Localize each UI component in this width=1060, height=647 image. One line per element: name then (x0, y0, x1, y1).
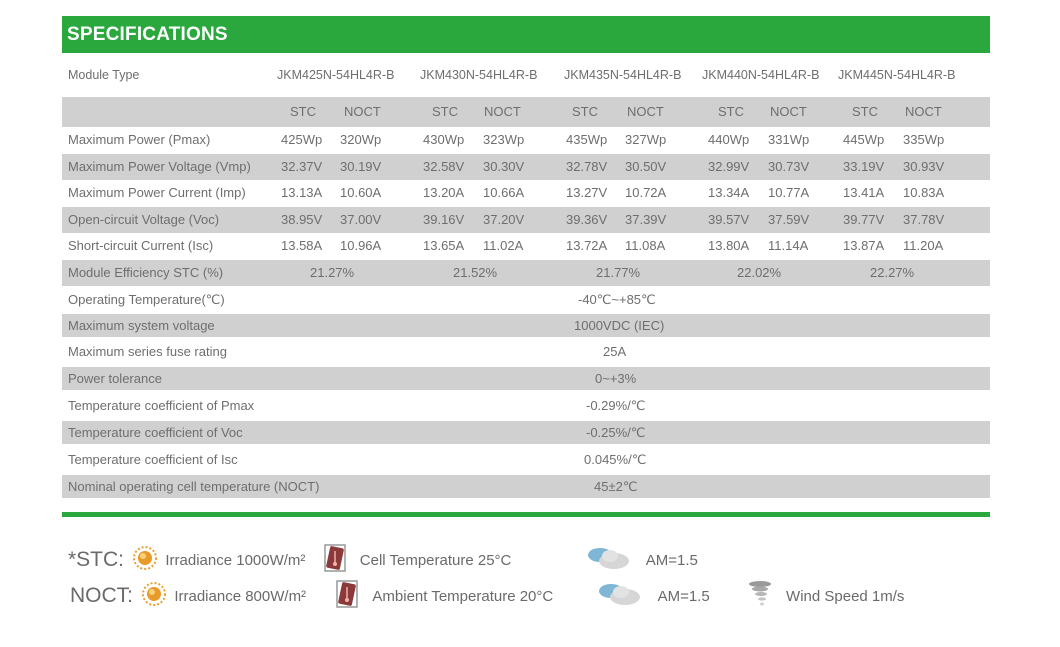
value-cell: 13.34A (708, 185, 750, 200)
temp-coeff-pmax-row (62, 390, 990, 421)
value-cell: 10.83A (903, 185, 945, 200)
value-cell: 39.16V (423, 211, 465, 227)
sun-icon (141, 581, 167, 611)
value-cell: 22.27% (870, 264, 915, 280)
module-type-row (62, 53, 990, 97)
row-label: Module Efficiency STC (%) (68, 264, 224, 280)
specifications-table (62, 16, 990, 498)
value-cell: 10.77A (768, 185, 810, 200)
value-cell: -0.29%/℃ (586, 397, 646, 413)
value-cell: -40℃~+85℃ (578, 292, 656, 307)
imp-row (62, 180, 990, 207)
noct-header: NOCT (770, 104, 807, 119)
value-cell: 13.58A (281, 238, 323, 253)
thermometer-icon (324, 544, 346, 576)
value-cell: 37.78V (903, 211, 945, 227)
value-cell: 25A (603, 343, 627, 359)
temp-coeff-isc-row (62, 444, 990, 475)
value-cell: 39.36V (566, 211, 608, 227)
value-cell: 30.93V (903, 158, 945, 174)
value-cell: 13.80A (708, 238, 750, 253)
value-cell: 11.14A (768, 238, 809, 253)
value-cell: 430Wp (423, 132, 465, 147)
row-label: Nominal operating cell temperature (NOCT) (68, 478, 320, 494)
module-name: JKM430N-54HL4R-B (420, 68, 538, 82)
value-cell: 21.27% (310, 264, 355, 280)
row-label: Module Type (68, 68, 140, 82)
value-cell: 323Wp (483, 132, 525, 147)
tornado-wind-icon (748, 580, 772, 612)
row-label: Temperature coefficient of Isc (68, 451, 238, 467)
stc-header: STC (572, 104, 598, 119)
noct-row (62, 475, 990, 498)
row-label: Temperature coefficient of Voc (68, 424, 243, 440)
noct-header: NOCT (905, 104, 942, 119)
efficiency-row (62, 260, 990, 287)
value-cell: 10.60A (340, 185, 382, 200)
value-cell: 22.02% (737, 264, 782, 280)
row-label: Open-circuit Voltage (Voc) (68, 211, 220, 227)
row-label: Operating Temperature(℃) (68, 292, 225, 307)
noct-header: NOCT (627, 104, 664, 119)
value-cell: 435Wp (566, 132, 608, 147)
value-cell: 10.66A (483, 185, 525, 200)
value-cell: 37.20V (483, 211, 525, 227)
power-tolerance-row (62, 367, 990, 390)
noct-header: NOCT (344, 104, 381, 119)
divider-line (62, 512, 990, 517)
row-label: Maximum series fuse rating (68, 343, 227, 359)
value-cell: 320Wp (340, 132, 382, 147)
value-cell: 335Wp (903, 132, 945, 147)
value-cell: 13.65A (423, 238, 465, 253)
max-system-voltage-row (62, 314, 990, 337)
value-cell: 425Wp (281, 132, 323, 147)
noct-legend (70, 580, 904, 612)
value-cell: 445Wp (843, 132, 885, 147)
value-cell: 327Wp (625, 132, 667, 147)
noct-irradiance: Irradiance 800W/m² (174, 587, 307, 605)
sun-icon (132, 545, 158, 575)
value-cell: 33.19V (843, 158, 885, 174)
value-cell: 11.02A (483, 238, 524, 253)
value-cell: 13.20A (423, 185, 465, 200)
value-cell: -0.25%/℃ (586, 424, 646, 440)
module-name: JKM445N-54HL4R-B (838, 68, 956, 82)
value-cell: 13.87A (843, 238, 885, 253)
value-cell: 30.30V (483, 158, 525, 174)
value-cell: 32.78V (566, 158, 608, 174)
temp-coeff-voc-row (62, 421, 990, 444)
value-cell: 32.99V (708, 158, 750, 174)
value-cell: 10.72A (625, 185, 667, 200)
value-cell: 30.19V (340, 158, 382, 174)
stc-header: STC (852, 104, 878, 119)
row-label: Maximum Power (Pmax) (68, 132, 211, 147)
value-cell: 10.96A (340, 238, 382, 253)
noct-label: NOCT: (70, 584, 133, 607)
row-label: Maximum Power Voltage (Vmp) (68, 158, 251, 174)
module-name: JKM440N-54HL4R-B (702, 68, 820, 82)
noct-header: NOCT (484, 104, 521, 119)
value-cell: 45±2℃ (594, 478, 638, 494)
value-cell: 21.52% (453, 264, 498, 280)
value-cell: 32.37V (281, 158, 323, 174)
value-cell: 32.58V (423, 158, 465, 174)
thermometer-icon (336, 580, 358, 612)
stc-legend (68, 544, 698, 576)
stc-header: STC (290, 104, 316, 119)
value-cell: 13.13A (281, 185, 323, 200)
row-label: Power tolerance (68, 370, 162, 386)
vmp-row (62, 154, 990, 181)
noct-air-mass: AM=1.5 (657, 587, 710, 605)
operating-temperature-row (62, 286, 990, 314)
module-name: JKM435N-54HL4R-B (564, 68, 682, 82)
row-label: Maximum system voltage (68, 317, 215, 333)
value-cell: 30.50V (625, 158, 667, 174)
value-cell: 0~+3% (595, 370, 637, 386)
value-cell: 11.20A (903, 238, 944, 253)
value-cell: 37.39V (625, 211, 667, 227)
value-cell: 30.73V (768, 158, 810, 174)
stc-header: STC (432, 104, 458, 119)
stc-air-mass: AM=1.5 (645, 551, 698, 569)
stc-cell-temperature: Cell Temperature 25°C (359, 551, 512, 569)
pmax-row (62, 127, 990, 154)
condition-header-row (62, 97, 990, 127)
stc-irradiance: Irradiance 1000W/m² (165, 551, 306, 569)
value-cell: 13.41A (843, 185, 885, 200)
value-cell: 1000VDC (IEC) (574, 317, 665, 333)
stc-label: *STC: (68, 548, 125, 571)
value-cell: 37.59V (768, 211, 810, 227)
noct-ambient-temperature: Ambient Temperature 20°C (372, 587, 554, 605)
value-cell: 331Wp (768, 132, 810, 147)
value-cell: 37.00V (340, 211, 382, 227)
value-cell: 0.045%/℃ (584, 451, 647, 467)
stc-header: STC (718, 104, 744, 119)
row-label: Maximum Power Current (Imp) (68, 185, 246, 200)
value-cell: 11.08A (625, 238, 666, 253)
section-title: SPECIFICATIONS (62, 16, 990, 53)
cloud-icon (586, 546, 632, 574)
row-label: Temperature coefficient of Pmax (68, 397, 255, 413)
series-fuse-row (62, 337, 990, 367)
value-cell: 13.27V (566, 185, 608, 200)
cloud-icon (597, 582, 643, 610)
noct-wind-speed: Wind Speed 1m/s (786, 587, 905, 605)
isc-row (62, 233, 990, 260)
value-cell: 440Wp (708, 132, 750, 147)
value-cell: 39.57V (708, 211, 750, 227)
value-cell: 39.77V (843, 211, 885, 227)
module-name: JKM425N-54HL4R-B (277, 68, 395, 82)
voc-row (62, 207, 990, 234)
row-label: Short-circuit Current (Isc) (68, 238, 214, 253)
value-cell: 21.77% (596, 264, 641, 280)
value-cell: 13.72A (566, 238, 608, 253)
value-cell: 38.95V (281, 211, 323, 227)
